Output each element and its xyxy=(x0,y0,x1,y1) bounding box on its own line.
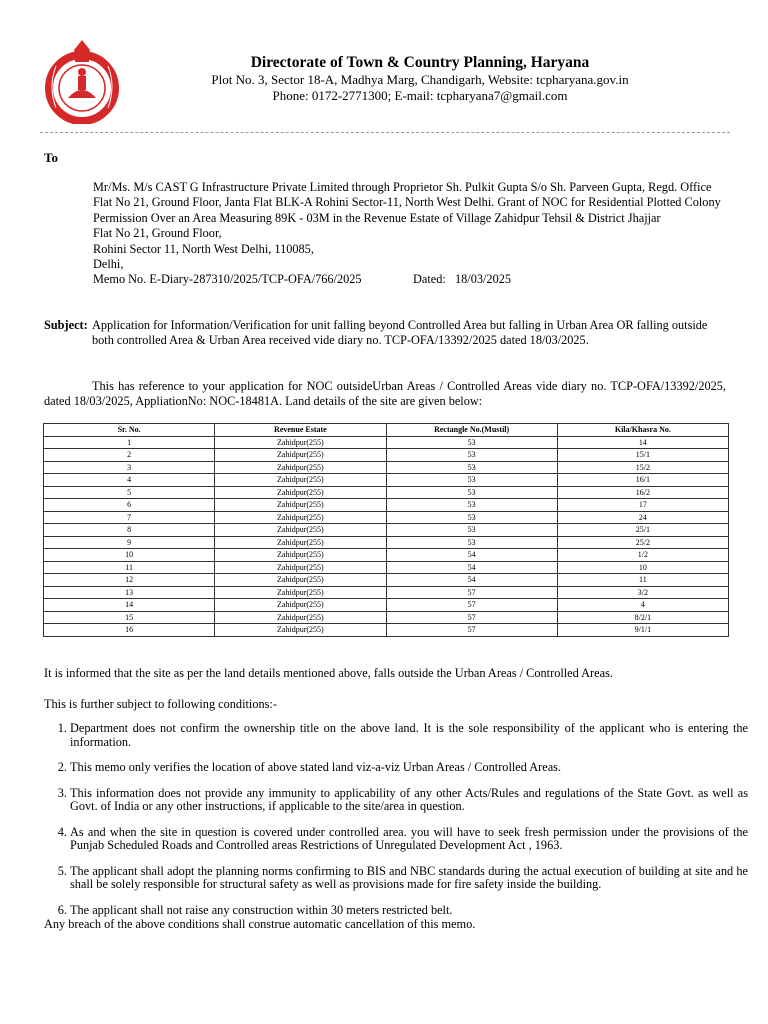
table-cell: 13 xyxy=(44,586,215,599)
table-cell: 53 xyxy=(386,536,557,549)
table-cell: 24 xyxy=(557,511,728,524)
table-row xyxy=(44,511,729,524)
table-cell: Zahidpur(255) xyxy=(215,611,386,624)
table-row xyxy=(44,561,729,574)
table-cell: 17 xyxy=(557,499,728,512)
table-cell: 53 xyxy=(386,524,557,537)
table-cell: Zahidpur(255) xyxy=(215,486,386,499)
table-row xyxy=(44,524,729,537)
table-row xyxy=(44,499,729,512)
table-cell: 16 xyxy=(44,624,215,637)
memo-number: Memo No. E-Diary-287310/2025/TCP-OFA/766/2025 xyxy=(93,272,362,287)
addressee-line-3: Delhi, xyxy=(93,257,124,272)
table-cell: 3 xyxy=(44,461,215,474)
table-cell: 2 xyxy=(44,449,215,462)
table-cell: 16/2 xyxy=(557,486,728,499)
condition-item: 6. The applicant shall not raise any construction within 30 meters restricted belt. xyxy=(70,904,748,918)
table-cell: 53 xyxy=(386,436,557,449)
table-row xyxy=(44,474,729,487)
letterhead xyxy=(150,54,690,104)
table-cell: 7 xyxy=(44,511,215,524)
table-cell: 15/2 xyxy=(557,461,728,474)
table-cell: 14 xyxy=(44,599,215,612)
table-cell: 3/2 xyxy=(557,586,728,599)
table-cell: 15 xyxy=(44,611,215,624)
table-cell: 54 xyxy=(386,574,557,587)
department-contact: Phone: 0172-2771300; E-mail: tcpharyana7@gmail.com xyxy=(272,88,568,103)
addressee-line-1: Flat No 21, Ground Floor, xyxy=(93,226,222,241)
table-cell: 1/2 xyxy=(557,549,728,562)
table-cell: 53 xyxy=(386,486,557,499)
subject-text: Application for Information/Verification for unit falling beyond Controlled Area but falling in Urban Area OR falling outside both controlled Area & Urban Area received vide diary no. TCP-OFA/13392/2025 dated 18/03/2025. xyxy=(92,318,708,347)
table-cell: Zahidpur(255) xyxy=(215,536,386,549)
to-label: To xyxy=(44,150,58,165)
table-cell: 54 xyxy=(386,549,557,562)
table-cell: 9/1/1 xyxy=(557,624,728,637)
table-cell: Zahidpur(255) xyxy=(215,599,386,612)
table-cell: 25/2 xyxy=(557,536,728,549)
table-cell: Zahidpur(255) xyxy=(215,574,386,587)
table-row xyxy=(44,586,729,599)
table-cell: 57 xyxy=(386,586,557,599)
table-cell: 16/1 xyxy=(557,474,728,487)
table-row xyxy=(44,449,729,462)
table-cell: 4 xyxy=(44,474,215,487)
table-row xyxy=(44,574,729,587)
table-row xyxy=(44,486,729,499)
table-cell: 4 xyxy=(557,599,728,612)
table-cell: Zahidpur(255) xyxy=(215,586,386,599)
table-cell: 53 xyxy=(386,449,557,462)
department-title: Directorate of Town & Country Planning, Haryana xyxy=(250,54,590,71)
informed-statement: It is informed that the site as per the land details mentioned above, falls outside the Urban Areas / Controlled Areas. xyxy=(44,666,613,680)
table-cell: 53 xyxy=(386,499,557,512)
table-cell: 9 xyxy=(44,536,215,549)
table-cell: Zahidpur(255) xyxy=(215,499,386,512)
addressee-line-2: Rohini Sector 11, North West Delhi, 110085, xyxy=(93,241,314,256)
table-cell: Zahidpur(255) xyxy=(215,549,386,562)
header-divider xyxy=(40,132,730,133)
table-header: Kila/Khasra No. xyxy=(557,424,728,437)
table-cell: 57 xyxy=(386,624,557,637)
table-row xyxy=(44,611,729,624)
table-row xyxy=(44,624,729,637)
table-cell: Zahidpur(255) xyxy=(215,524,386,537)
condition-item: 5. The applicant shall adopt the planning norms confirming to BIS and NBC standards during the actual execution of building at site and he shall be solely responsible for structural safety as well as provisions made for fire safety inside the building. xyxy=(70,865,748,892)
land-details-table xyxy=(43,423,729,637)
table-cell: Zahidpur(255) xyxy=(215,449,386,462)
addressee-name: Mr/Ms. M/s CAST G Infrastructure Private Limited through Proprietor Sh. Pulkit Gupta S/o Sh. Parveen Gupta, Regd. Office Flat No 21, Ground Floor, Janta Flat BLK-A Rohini Sector-11, North West Delhi. Grant of NOC for Residential Plotted Colony Permission Over an Area Measuring 89K - 03M in the Revenue Estate of Village Zahidpur Tehsil & District Jhajjar xyxy=(93,180,721,225)
table-row xyxy=(44,599,729,612)
table-header: Rectangle No.(Mustil) xyxy=(386,424,557,437)
table-cell: 57 xyxy=(386,599,557,612)
table-row xyxy=(44,536,729,549)
table-cell: 11 xyxy=(557,574,728,587)
condition-item: 2. This memo only verifies the location of above stated land viz-a-viz Urban Areas / Controlled Areas. xyxy=(70,761,748,775)
table-cell: Zahidpur(255) xyxy=(215,474,386,487)
table-cell: Zahidpur(255) xyxy=(215,624,386,637)
condition-item: 4. As and when the site in question is covered under controlled area. you will have to seek fresh permission under the provisions of the Punjab Scheduled Roads and Controlled areas Restrictions of Unregulated Development Act , 1963. xyxy=(70,826,748,853)
table-cell: 53 xyxy=(386,511,557,524)
haryana-emblem-logo xyxy=(38,36,126,124)
conditions-list xyxy=(44,722,748,929)
table-cell: Zahidpur(255) xyxy=(215,511,386,524)
memo-date: Dated: 18/03/2025 xyxy=(413,272,512,287)
table-cell: 12 xyxy=(44,574,215,587)
table-header: Sr. No. xyxy=(44,424,215,437)
table-cell: 54 xyxy=(386,561,557,574)
table-row xyxy=(44,461,729,474)
table-cell: Zahidpur(255) xyxy=(215,561,386,574)
table-cell: 5 xyxy=(44,486,215,499)
table-cell: 25/1 xyxy=(557,524,728,537)
table-cell: Zahidpur(255) xyxy=(215,461,386,474)
table-cell: 11 xyxy=(44,561,215,574)
table-cell: 10 xyxy=(44,549,215,562)
table-row xyxy=(44,436,729,449)
table-cell: Zahidpur(255) xyxy=(215,436,386,449)
conditions-intro: This is further subject to following conditions:- xyxy=(44,697,277,711)
addressee-block xyxy=(93,180,729,288)
table-header-row xyxy=(44,424,729,437)
condition-item: 3. This information does not provide any immunity to applicability of any other Acts/Rules and regulations of the State Govt. as well as Govt. of India or any other instructions, if applicable to the site/area in question. xyxy=(70,787,748,814)
table-cell: 8/2/1 xyxy=(557,611,728,624)
table-cell: 14 xyxy=(557,436,728,449)
table-cell: 8 xyxy=(44,524,215,537)
memo-line xyxy=(93,272,729,287)
table-cell: 10 xyxy=(557,561,728,574)
condition-item: 1. Department does not confirm the ownership title on the above land. It is the sole responsibility of the applicant who is entering the information. xyxy=(70,722,748,749)
subject-label: Subject: xyxy=(44,318,88,332)
reference-paragraph: This has reference to your application for NOC outsideUrban Areas / Controlled Areas vide diary no. TCP-OFA/13392/2025, dated 18/03/2025, AppliationNo: NOC-18481A. Land details of the site are given below: xyxy=(44,379,726,408)
breach-statement: Any breach of the above conditions shall construe automatic cancellation of this memo. xyxy=(44,917,476,931)
table-cell: 57 xyxy=(386,611,557,624)
table-cell: 15/1 xyxy=(557,449,728,462)
table-cell: 53 xyxy=(386,474,557,487)
subject-block xyxy=(44,318,724,348)
table-cell: 6 xyxy=(44,499,215,512)
department-address: Plot No. 3, Sector 18-A, Madhya Marg, Chandigarh, Website: tcpharyana.gov.in xyxy=(211,72,629,87)
table-cell: 1 xyxy=(44,436,215,449)
table-header: Revenue Estate xyxy=(215,424,386,437)
table-row xyxy=(44,549,729,562)
table-cell: 53 xyxy=(386,461,557,474)
